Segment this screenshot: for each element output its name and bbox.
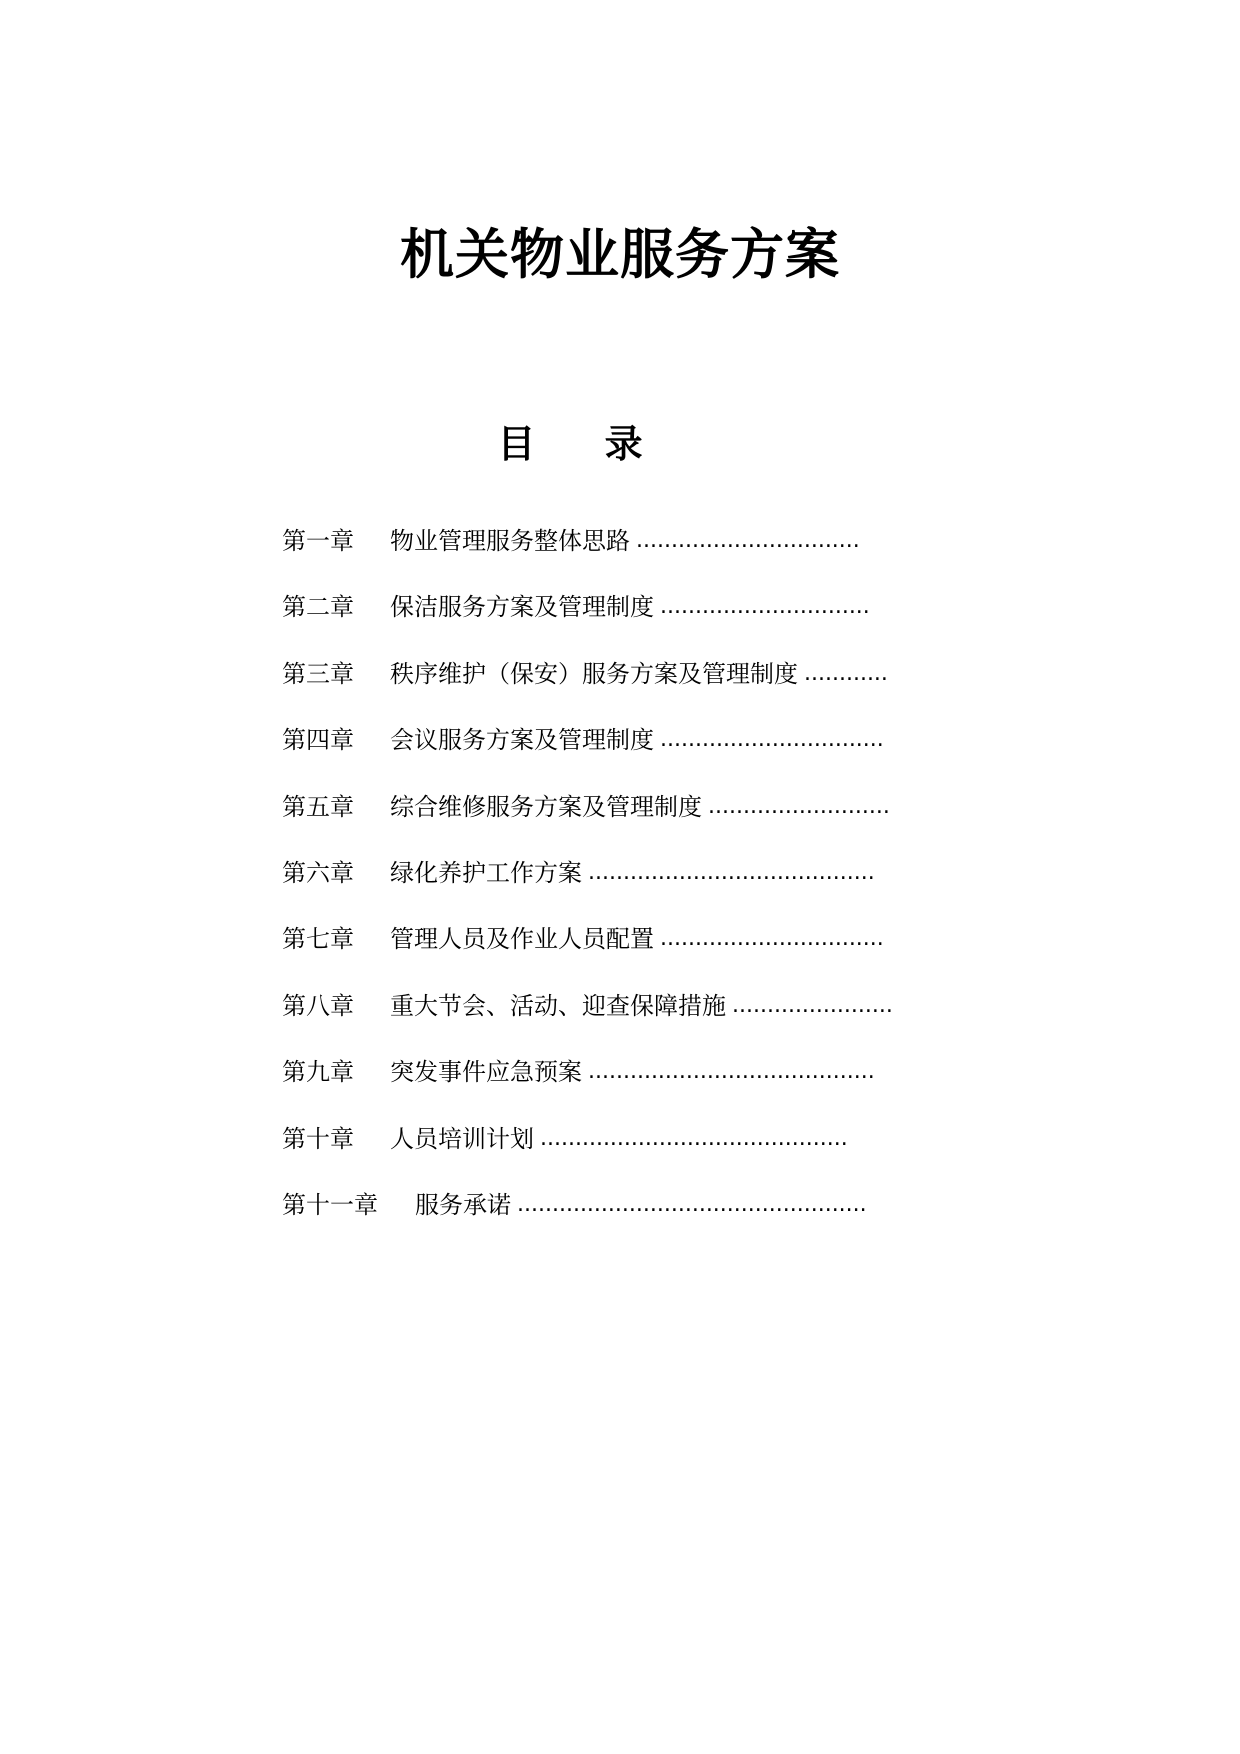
toc-dot-leader: ......................................... [588,1059,875,1085]
toc-chapter-title: 秩序维护（保安）服务方案及管理制度 [390,659,798,688]
toc-chapter-label: 第九章 [282,1058,354,1087]
toc-chapter-label: 第五章 [282,792,354,821]
toc-entry-5[interactable] [282,786,1082,852]
toc-chapter-label: 第七章 [282,925,354,954]
toc-dot-leader: ....................... [732,992,893,1018]
toc-entry-7[interactable] [282,918,1082,984]
toc-entry-11[interactable] [282,1184,1082,1250]
toc-entry-8[interactable] [282,985,1082,1051]
toc-dot-leader: ......................................... [588,859,875,885]
toc-chapter-label: 第十章 [282,1124,354,1153]
toc-chapter-label: 第一章 [282,527,354,555]
toc-chapter-title: 会议服务方案及管理制度 [390,726,654,755]
toc-chapter-title: 突发事件应急预案 [390,1058,582,1087]
toc-heading: 目 录 [497,422,671,466]
toc-chapter-label: 第八章 [282,991,354,1020]
toc-entry-1[interactable] [282,520,1082,586]
toc-entry-3[interactable] [282,653,1082,719]
toc-dot-leader: ................................ [636,528,860,553]
toc-entry-4[interactable] [282,719,1082,785]
toc-dot-leader: ............ [804,660,888,686]
toc-chapter-title: 保洁服务方案及管理制度 [390,593,654,622]
table-of-contents [282,520,1082,1250]
toc-chapter-label: 第六章 [282,858,354,887]
toc-dot-leader: ............................................ [540,1125,848,1151]
toc-dot-leader: .................................................. [517,1191,867,1217]
toc-dot-leader: .......................... [708,793,890,819]
toc-chapter-label: 第十一章 [282,1190,378,1219]
document-title: 机关物业服务方案 [400,223,840,286]
toc-chapter-title: 管理人员及作业人员配置 [390,925,654,954]
toc-chapter-title: 物业管理服务整体思路 [390,527,630,555]
toc-chapter-title: 综合维修服务方案及管理制度 [390,792,702,821]
toc-chapter-title: 绿化养护工作方案 [390,858,582,887]
toc-entry-9[interactable] [282,1051,1082,1117]
toc-entry-6[interactable] [282,852,1082,918]
toc-chapter-title: 服务承诺 [415,1190,511,1219]
toc-chapter-label: 第三章 [282,659,354,688]
toc-entry-10[interactable] [282,1118,1082,1184]
toc-chapter-label: 第四章 [282,726,354,755]
toc-entry-2[interactable] [282,586,1082,652]
toc-chapter-title: 重大节会、活动、迎查保障措施 [390,991,726,1020]
toc-dot-leader: ................................ [660,926,884,952]
toc-dot-leader: .............................. [660,594,870,620]
toc-dot-leader: ................................ [660,727,884,753]
toc-chapter-title: 人员培训计划 [390,1124,534,1153]
toc-chapter-label: 第二章 [282,593,354,622]
